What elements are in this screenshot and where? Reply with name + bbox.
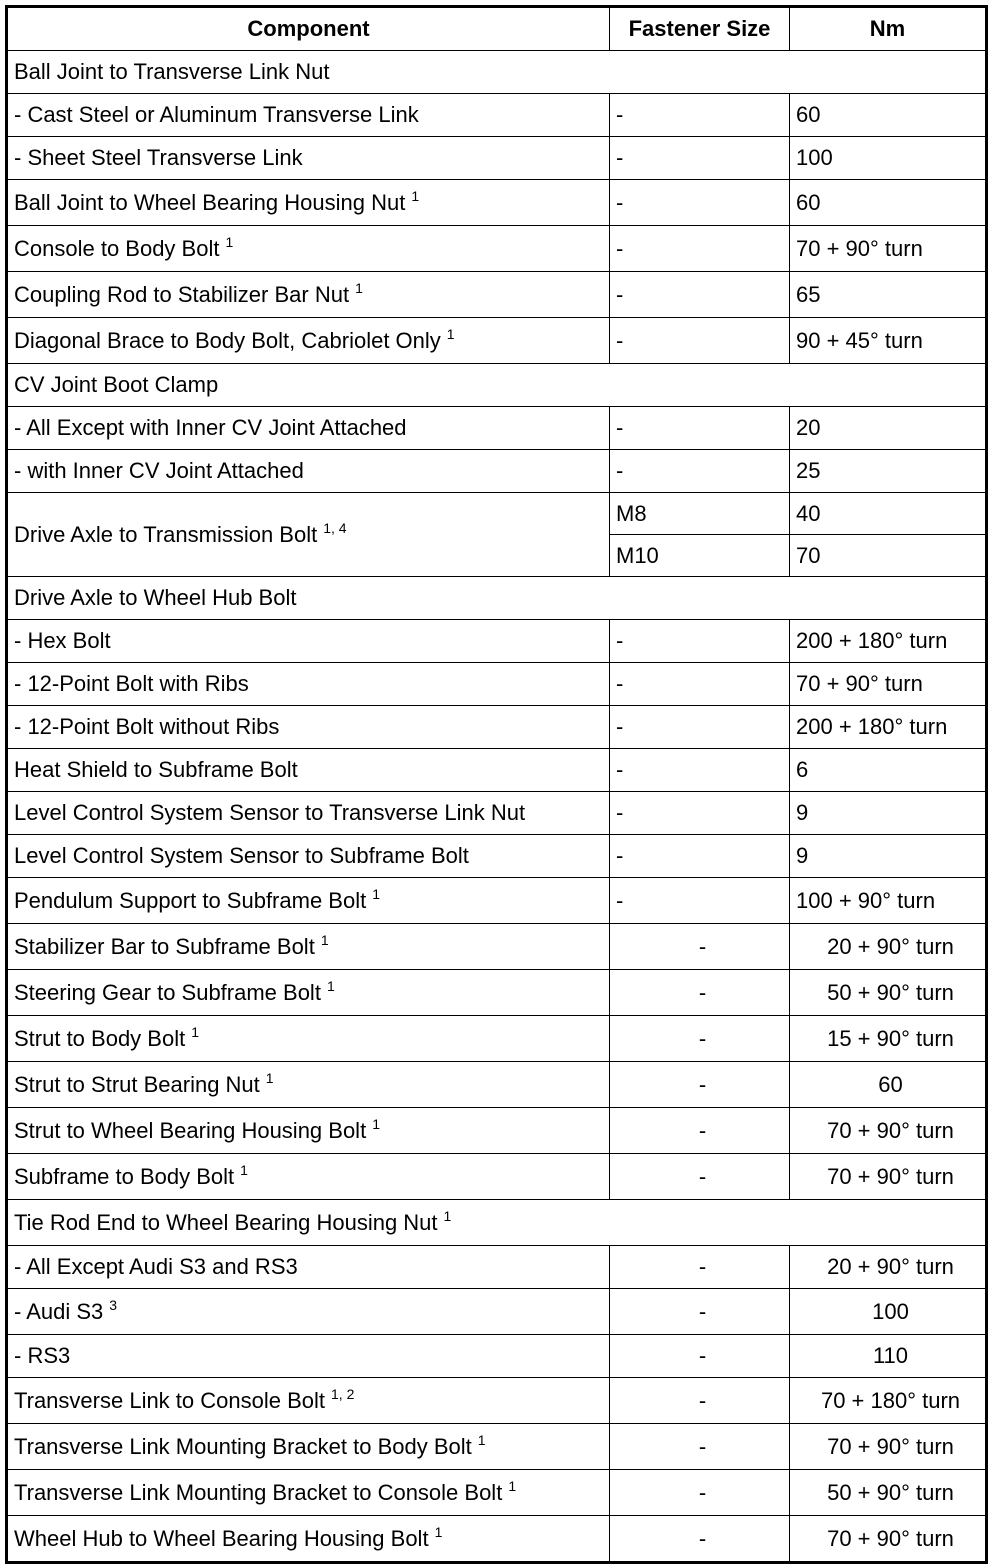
torque-value-cell: 60 (790, 180, 987, 226)
component-name: Stabilizer Bar to Subframe Bolt (14, 933, 315, 959)
table-row (7, 272, 987, 318)
component-name: Ball Joint to Transverse Link Nut (14, 59, 330, 84)
column-header-component: Component (7, 7, 610, 51)
fastener-size-cell: - (610, 94, 790, 137)
column-header-fastener-size: Fastener Size (610, 7, 790, 51)
fastener-size-cell: - (610, 878, 790, 924)
component-cell (7, 878, 610, 924)
component-cell (7, 407, 610, 450)
fastener-size-cell: - (610, 835, 790, 878)
component-cell (7, 924, 610, 970)
component-cell (7, 749, 610, 792)
component-name: Wheel Hub to Wheel Bearing Housing Bolt (14, 1525, 429, 1551)
component-name: Transverse Link Mounting Bracket to Body Bolt (14, 1433, 472, 1459)
footnote-marker: 1 (434, 1523, 443, 1540)
fastener-size-cell: - (610, 663, 790, 706)
component-name: Console to Body Bolt (14, 235, 220, 261)
component-name: Strut to Strut Bearing Nut (14, 1071, 260, 1097)
component-name: - 12-Point Bolt without Ribs (14, 714, 280, 739)
footnote-marker: 1 (477, 1431, 486, 1448)
torque-value-cell: 70 + 90° turn (790, 1516, 987, 1563)
component-name: Strut to Wheel Bearing Housing Bolt (14, 1117, 367, 1143)
footnote-marker: 1 (372, 885, 381, 902)
component-cell (7, 1378, 610, 1424)
component-cell (7, 792, 610, 835)
table-row (7, 749, 987, 792)
component-cell (7, 1246, 610, 1289)
table-row (7, 1246, 987, 1289)
torque-value-cell: 70 + 90° turn (790, 1424, 987, 1470)
component-cell (7, 835, 610, 878)
component-name: Coupling Rod to Stabilizer Bar Nut (14, 281, 350, 307)
footnote-marker: 1 (411, 187, 420, 204)
table-row (7, 706, 987, 749)
fastener-size-cell: M8 (610, 493, 790, 535)
footnote-marker: 1 (372, 1115, 380, 1132)
fastener-size-cell: - (610, 970, 790, 1016)
component-cell (7, 706, 610, 749)
table-row (7, 1016, 987, 1062)
table-row (7, 1378, 987, 1424)
table-row (7, 924, 987, 970)
table-row (7, 1062, 987, 1108)
component-cell (7, 226, 610, 272)
torque-value-cell: 70 + 90° turn (790, 663, 987, 706)
torque-specification-table (5, 5, 988, 1564)
footnote-marker: 1 (443, 1207, 452, 1224)
component-cell (7, 1335, 610, 1378)
fastener-size-cell: - (610, 407, 790, 450)
torque-value-cell: 200 + 180° turn (790, 620, 987, 663)
component-cell (7, 137, 610, 180)
torque-value-cell: 50 + 90° turn (790, 970, 987, 1016)
component-name: Drive Axle to Wheel Hub Bolt (14, 585, 297, 610)
fastener-size-cell: - (610, 749, 790, 792)
fastener-size-cell: - (610, 924, 790, 970)
fastener-size-cell: M10 (610, 535, 790, 577)
table-row (7, 970, 987, 1016)
table-row (7, 1108, 987, 1154)
torque-value-cell: 100 (790, 137, 987, 180)
fastener-size-cell: - (610, 706, 790, 749)
torque-value-cell: 9 (790, 835, 987, 878)
footnote-marker: 3 (109, 1296, 118, 1313)
fastener-size-cell: - (610, 792, 790, 835)
torque-value-cell: 50 + 90° turn (790, 1470, 987, 1516)
torque-value-cell: 70 + 90° turn (790, 1108, 987, 1154)
table-row (7, 137, 987, 180)
component-name: Steering Gear to Subframe Bolt (14, 979, 321, 1005)
torque-value-cell: 25 (790, 450, 987, 493)
torque-value-cell: 100 + 90° turn (790, 878, 987, 924)
fastener-size-cell: - (610, 1378, 790, 1424)
torque-value-cell: 20 (790, 407, 987, 450)
component-name: - All Except with Inner CV Joint Attached (14, 415, 407, 440)
footnote-marker: 1 (191, 1023, 199, 1040)
fastener-size-cell: - (610, 1108, 790, 1154)
torque-value-cell: 90 + 45° turn (790, 318, 987, 364)
fastener-size-cell: - (610, 1289, 790, 1335)
table-row (7, 226, 987, 272)
table-row (7, 1289, 987, 1335)
fastener-size-cell: - (610, 1424, 790, 1470)
table-row (7, 1470, 987, 1516)
component-cell (7, 1062, 610, 1108)
component-name: - with Inner CV Joint Attached (14, 458, 304, 483)
component-name: Drive Axle to Transmission Bolt (14, 521, 318, 547)
component-name: Level Control System Sensor to Subframe Bolt (14, 843, 469, 868)
component-name: Transverse Link Mounting Bracket to Console Bolt (14, 1479, 503, 1505)
fastener-size-cell: - (610, 1335, 790, 1378)
table-row-group-heading (7, 51, 987, 94)
component-cell (7, 493, 610, 577)
fastener-size-cell: - (610, 137, 790, 180)
table-row (7, 878, 987, 924)
table-row (7, 94, 987, 137)
component-cell (7, 1016, 610, 1062)
component-name: Strut to Body Bolt (14, 1025, 186, 1051)
table-row (7, 663, 987, 706)
table-row-group-heading (7, 364, 987, 407)
table-row (7, 450, 987, 493)
fastener-size-cell: - (610, 620, 790, 663)
component-cell (7, 620, 610, 663)
footnote-marker: 1, 2 (331, 1385, 355, 1402)
table-row (7, 792, 987, 835)
table-row (7, 493, 987, 535)
table-row-group-heading (7, 577, 987, 620)
component-cell (7, 272, 610, 318)
component-cell (7, 663, 610, 706)
component-cell (7, 180, 610, 226)
torque-value-cell: 60 (790, 94, 987, 137)
component-name: Heat Shield to Subframe Bolt (14, 757, 298, 782)
fastener-size-cell: - (610, 1062, 790, 1108)
fastener-size-cell: - (610, 1016, 790, 1062)
component-name: - RS3 (14, 1343, 71, 1368)
component-name: - Hex Bolt (14, 628, 111, 653)
footnote-marker: 1 (446, 325, 455, 342)
footnote-marker: 1 (355, 279, 363, 296)
torque-value-cell: 20 + 90° turn (790, 924, 987, 970)
component-name: - All Except Audi S3 and RS3 (14, 1254, 298, 1279)
header-row (7, 7, 987, 51)
torque-value-cell: 70 (790, 535, 987, 577)
torque-value-cell: 100 (790, 1289, 987, 1335)
footnote-marker: 1 (240, 1161, 248, 1178)
fastener-size-cell: - (610, 226, 790, 272)
fastener-size-cell: - (610, 318, 790, 364)
torque-value-cell: 60 (790, 1062, 987, 1108)
component-cell (7, 94, 610, 137)
component-name: Transverse Link to Console Bolt (14, 1387, 325, 1413)
table-row (7, 835, 987, 878)
table-row (7, 1154, 987, 1200)
torque-value-cell: 70 + 180° turn (790, 1378, 987, 1424)
component-cell (7, 318, 610, 364)
torque-value-cell: 65 (790, 272, 987, 318)
table-row (7, 180, 987, 226)
footnote-marker: 1 (508, 1477, 517, 1494)
component-name: Tie Rod End to Wheel Bearing Housing Nut (14, 1209, 438, 1235)
torque-value-cell: 70 + 90° turn (790, 1154, 987, 1200)
torque-value-cell: 20 + 90° turn (790, 1246, 987, 1289)
component-name: Ball Joint to Wheel Bearing Housing Nut (14, 189, 406, 215)
component-name: Subframe to Body Bolt (14, 1163, 235, 1189)
torque-value-cell: 9 (790, 792, 987, 835)
torque-value-cell: 6 (790, 749, 987, 792)
component-cell (7, 450, 610, 493)
component-cell (7, 577, 987, 620)
footnote-marker: 1 (320, 931, 329, 948)
table-row (7, 1335, 987, 1378)
component-name: Diagonal Brace to Body Bolt, Cabriolet Only (14, 327, 441, 353)
fastener-size-cell: - (610, 450, 790, 493)
footnote-marker: 1, 4 (323, 519, 347, 536)
table-row (7, 1516, 987, 1563)
fastener-size-cell: - (610, 1516, 790, 1563)
component-cell (7, 364, 987, 407)
table-row (7, 318, 987, 364)
fastener-size-cell: - (610, 1154, 790, 1200)
fastener-size-cell: - (610, 180, 790, 226)
fastener-size-cell: - (610, 1246, 790, 1289)
footnote-marker: 1 (326, 977, 335, 994)
table-row-group-heading (7, 1200, 987, 1246)
component-name: Level Control System Sensor to Transverse Link Nut (14, 800, 526, 825)
component-cell (7, 1424, 610, 1470)
fastener-size-cell: - (610, 1470, 790, 1516)
torque-value-cell: 110 (790, 1335, 987, 1378)
table-row (7, 620, 987, 663)
fastener-size-cell: - (610, 272, 790, 318)
component-cell (7, 1470, 610, 1516)
footnote-marker: 1 (265, 1069, 274, 1086)
torque-value-cell: 70 + 90° turn (790, 226, 987, 272)
component-name: - Sheet Steel Transverse Link (14, 145, 303, 170)
footnote-marker: 1 (225, 233, 234, 250)
component-cell (7, 1516, 610, 1563)
component-name: CV Joint Boot Clamp (14, 372, 219, 397)
component-cell (7, 51, 987, 94)
component-name: - Cast Steel or Aluminum Transverse Link (14, 102, 419, 127)
component-cell (7, 1108, 610, 1154)
table-row (7, 407, 987, 450)
component-name: - Audi S3 (14, 1298, 104, 1324)
torque-value-cell: 15 + 90° turn (790, 1016, 987, 1062)
component-name: Pendulum Support to Subframe Bolt (14, 887, 367, 913)
component-cell (7, 1154, 610, 1200)
component-cell (7, 1200, 987, 1246)
component-cell (7, 1289, 610, 1335)
component-name: - 12-Point Bolt with Ribs (14, 671, 249, 696)
component-cell (7, 970, 610, 1016)
torque-value-cell: 40 (790, 493, 987, 535)
torque-value-cell: 200 + 180° turn (790, 706, 987, 749)
table-row (7, 1424, 987, 1470)
table-body (7, 51, 987, 1563)
column-header-nm: Nm (790, 7, 987, 51)
